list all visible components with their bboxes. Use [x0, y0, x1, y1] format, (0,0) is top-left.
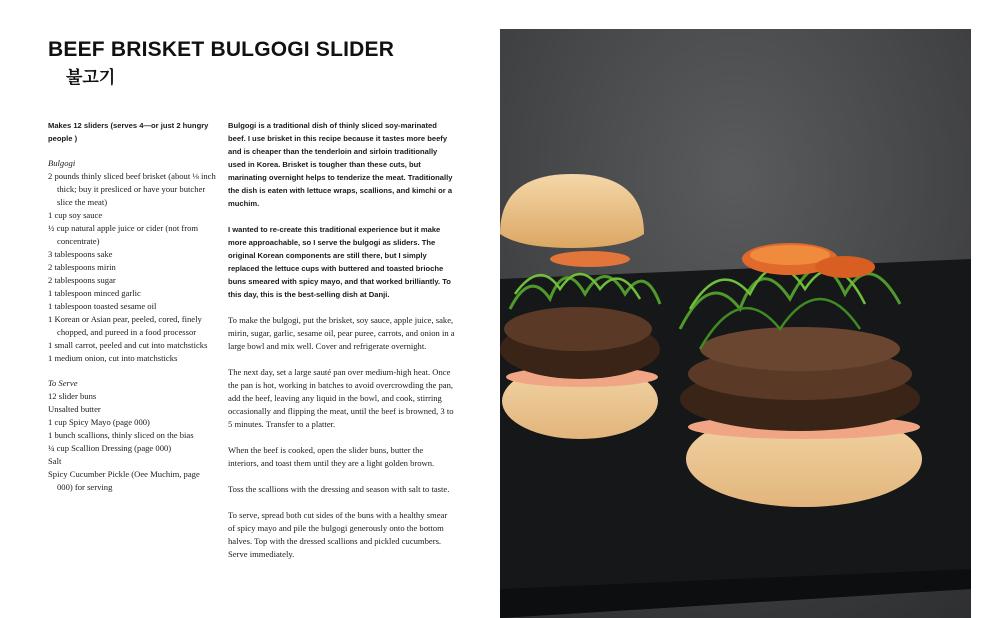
slider-illustration	[500, 29, 971, 618]
ingredient-item: Unsalted butter	[48, 404, 101, 414]
ingredient-item: 1 tablespoon minced garlic	[48, 288, 141, 298]
ingredient-item: Salt	[48, 456, 62, 466]
headnote-paragraph: I wanted to re-create this traditional experience but it make more approachable, so I serve the bulgogi as sliders. The original Korean components are still there, but I simply replaced the lettuce cups with buttered and toasted brioche buns smeared with spicy mayo, and that worked brilliantly. To this day, this is the best-selling dish at Danji.	[228, 225, 451, 299]
ingredient-item: 1 cup soy sauce	[48, 210, 103, 220]
method-step: When the beef is cooked, open the slider buns, butter the interiors, and toast them until they are a light golden brown.	[228, 445, 435, 468]
method-step: To serve, spread both cut sides of the buns with a healthy smear of spicy mayo and pile the bulgogi generously onto the bottom halves. Top with the dressed scallions and pickled cucumbers. Serve immediately.	[228, 510, 448, 559]
section-spacer	[48, 365, 216, 377]
right-slider	[680, 243, 922, 507]
ingredient-item: 1 cup Spicy Mayo (page 000)	[48, 417, 150, 427]
ingredient-item: 2 pounds thinly sliced beef brisket (about ⅛ inch thick; buy it presliced or have your butcher slice the meat)	[48, 171, 216, 207]
yield-text: Makes 12 sliders (serves 4—or just 2 hungry people )	[48, 121, 209, 143]
method-step: The next day, set a large sauté pan over medium-high heat. Once the pan is hot, working in batches to avoid overcrowding the pan, add the beef, leaving any liquid in the bowl, and cook, stirring occasionally and flipping the meat, until the beef is browned, 3 to 5 minutes. Transfer to a platter.	[228, 367, 454, 429]
recipe-title: BEEF BRISKET BULGOGI SLIDER	[48, 38, 395, 61]
ingredients-column	[48, 119, 216, 494]
ingredient-item: 1 tablespoon toasted sesame oil	[48, 301, 157, 311]
ingredient-item: 2 tablespoons sugar	[48, 275, 116, 285]
ingredient-item: ¼ cup Scallion Dressing (page 000)	[48, 443, 172, 453]
bulgogi-ingredient-list	[48, 170, 216, 365]
ingredient-item: Spicy Cucumber Pickle (Oee Muchim, page 000) for serving	[48, 469, 200, 492]
ingredient-item: 1 Korean or Asian pear, peeled, cored, finely chopped, and pureed in a food processor	[48, 314, 202, 337]
instructions-column	[228, 119, 456, 574]
ingredient-item: 1 medium onion, cut into matchsticks	[48, 353, 178, 363]
method-step: Toss the scallions with the dressing and season with salt to taste.	[228, 484, 450, 494]
method-step: To make the bulgogi, put the brisket, soy sauce, apple juice, sake, mirin, sugar, garlic, sesame oil, pear puree, carrots, and onion in a large bowl and mix well. Cover and refrigerate overnight.	[228, 315, 455, 351]
slider-photo	[500, 29, 971, 618]
bulgogi-heading: Bulgogi	[48, 158, 76, 168]
ingredient-item: 1 small carrot, peeled and cut into matchsticks	[48, 340, 208, 350]
korean-title: 불고기	[66, 68, 116, 88]
headnote-paragraph: Bulgogi is a traditional dish of thinly sliced soy-marinated beef. I use brisket in this recipe because it tastes more beefy and is cheaper than the tenderloin and sirloin traditionally used in Korea. Brisket is tougher than these cuts, but marinating overnight helps to tenderize the meat. Traditionally the dish is eaten with lettuce wraps, scallions, and kimchi or a muchim.	[228, 121, 453, 208]
ingredient-item: 12 slider buns	[48, 391, 97, 401]
ingredient-item: ½ cup natural apple juice or cider (not from concentrate)	[48, 223, 199, 246]
method	[228, 314, 456, 561]
ingredient-item: 3 tablespoons sake	[48, 249, 113, 259]
ingredient-item: 1 bunch scallions, thinly sliced on the bias	[48, 430, 194, 440]
ingredient-item: 2 tablespoons mirin	[48, 262, 116, 272]
headnote	[228, 119, 456, 301]
to-serve-heading: To Serve	[48, 378, 78, 388]
to-serve-ingredient-list	[48, 390, 216, 494]
